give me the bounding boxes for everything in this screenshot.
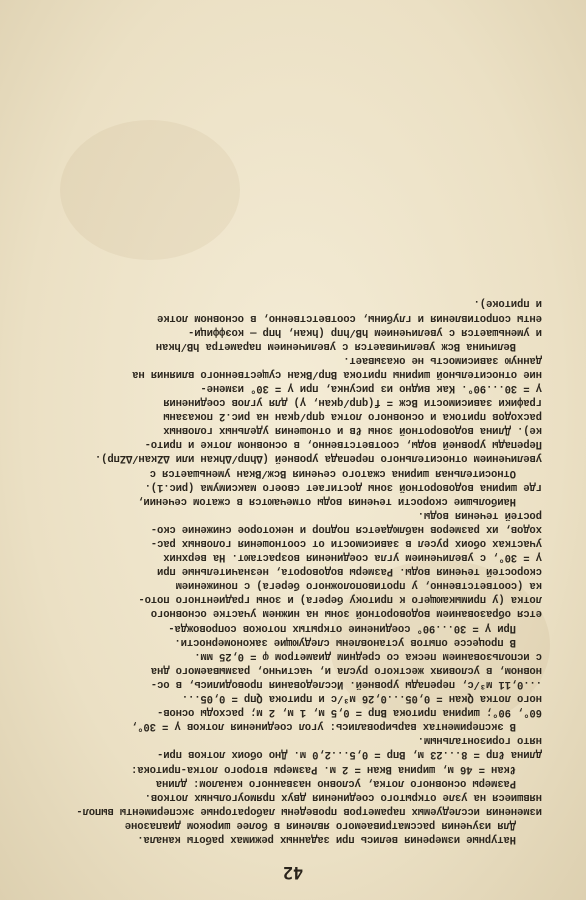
text-line: енты сопротивления и глубины, соответственно, в основном лотке xyxy=(157,311,542,324)
text-line: нято горизонтальным. xyxy=(417,734,542,747)
text-line: новном, в условиях жесткого русла и, частично, размываемого дна xyxy=(150,663,542,676)
text-line: графики зависимости Всж = f(qпр/qкан, γ) для углов соединения xyxy=(163,396,542,409)
text-line: скоростей течения воды. Размеры водоворота, незначительные при xyxy=(157,565,542,578)
text-line: и притоке). xyxy=(473,297,542,310)
text-line: ного лотка Qкан = 0,05...0,26 м³/с и притока Qпр = 0,05... xyxy=(181,692,542,705)
text-line: Относительная ширина сжатого сечения Всж/Вкан уменьшается с xyxy=(149,466,516,479)
text-line: участках обоих русел в зависимости от соотношения головных рас- xyxy=(150,537,542,550)
text-line: γ = 30...90°. Как видно из рисунка, при γ = 30° измене- xyxy=(200,382,542,394)
text-line: 60°, 90°; ширина притока Впр = 0,5 м, 1 м, 2 м; расходы основ- xyxy=(157,706,542,719)
text-line: γ = 30°, с увеличением угла соединения возрастают. На верхних xyxy=(163,551,542,564)
text-line: Величина Всж увеличивается с увеличением параметра hB/hкан xyxy=(155,339,516,352)
text-line: ℓкан = 46 м, ширина Вкан = 2 м. Размеры второго лотка-притока: xyxy=(131,762,516,775)
text-line: ке). Длина водоворотной зоны ℓв и отношения удельных головных xyxy=(163,424,542,437)
text-line: ется образованием водоворотной зоны на нижнем участке основного xyxy=(150,607,542,620)
text-line: данную зависимость не оказывает. xyxy=(343,353,542,366)
text-line: Натурные измерения велись при заданных режимах работы канала. xyxy=(137,833,516,845)
text-line: изменения исследуемых параметров проведены лабораторные эксперименты выпол- xyxy=(76,804,542,817)
text-line: Наибольшие скорости течения воды отмечаются в сжатом сечении, xyxy=(137,494,516,507)
text-line: Перепады уровней воды, соответственно, в основном лотке и прито- xyxy=(144,438,542,451)
page-number: 42 xyxy=(282,862,304,882)
text-line: длина ℓпр = 8...23 м, Впр = 0,5...2,0 м. Дно обоих лотков при- xyxy=(157,748,542,761)
body-text xyxy=(42,296,542,846)
text-line: нявшиеся на узле открытого соединения двух прямоугольных лотков. xyxy=(144,790,542,803)
text-line: ...0,11 м³/с, перепады уровней. Исследования проводились, в ос- xyxy=(150,677,542,690)
text-line: В процессе опытов установлены следующие закономерности. xyxy=(174,635,516,648)
text-line: Для изучения рассматриваемого явления в более широком диапазоне xyxy=(124,818,516,831)
text-line: лотка (у примыкающего к притоку берега) и зоны градиентного пото- xyxy=(138,593,542,606)
text-line: и уменьшается с увеличением hB/hпр (hкан, hпр — коэффици- xyxy=(188,325,542,338)
text-line: ходов, их размеров наблюдается подпор и некоторое снижение ско- xyxy=(150,522,542,535)
text-line: ка (соответственно, у противоположного берега) с понижением xyxy=(175,579,542,592)
text-line: ростей течения воды. xyxy=(417,508,542,521)
text-line: с использованием песка со средним диаметром φ = 0,25 мм. xyxy=(194,649,542,662)
text-line: расходов притока и основного лотка qпр/qкан на рис.2 показаны xyxy=(163,410,542,423)
text-line: Размеры основного лотка, условно названного каналом: длина xyxy=(155,776,516,789)
text-line: где ширина водоворотной зоны достигает своего максимума (рис.1). xyxy=(144,480,542,493)
text-line: увеличением относительного перепада уровней (Δhпр/Δhкан или ΔZкан/ΔZпр). xyxy=(95,452,542,465)
text-line: ние относительной ширины притока Впр/Вкан существенного влияния на xyxy=(132,367,542,380)
text-line: В экспериментах варьировались: угол соединения лотков γ = 30°, xyxy=(131,720,516,733)
text-line: При γ = 30...90° соединение открытых потоков сопровожда- xyxy=(168,621,516,634)
